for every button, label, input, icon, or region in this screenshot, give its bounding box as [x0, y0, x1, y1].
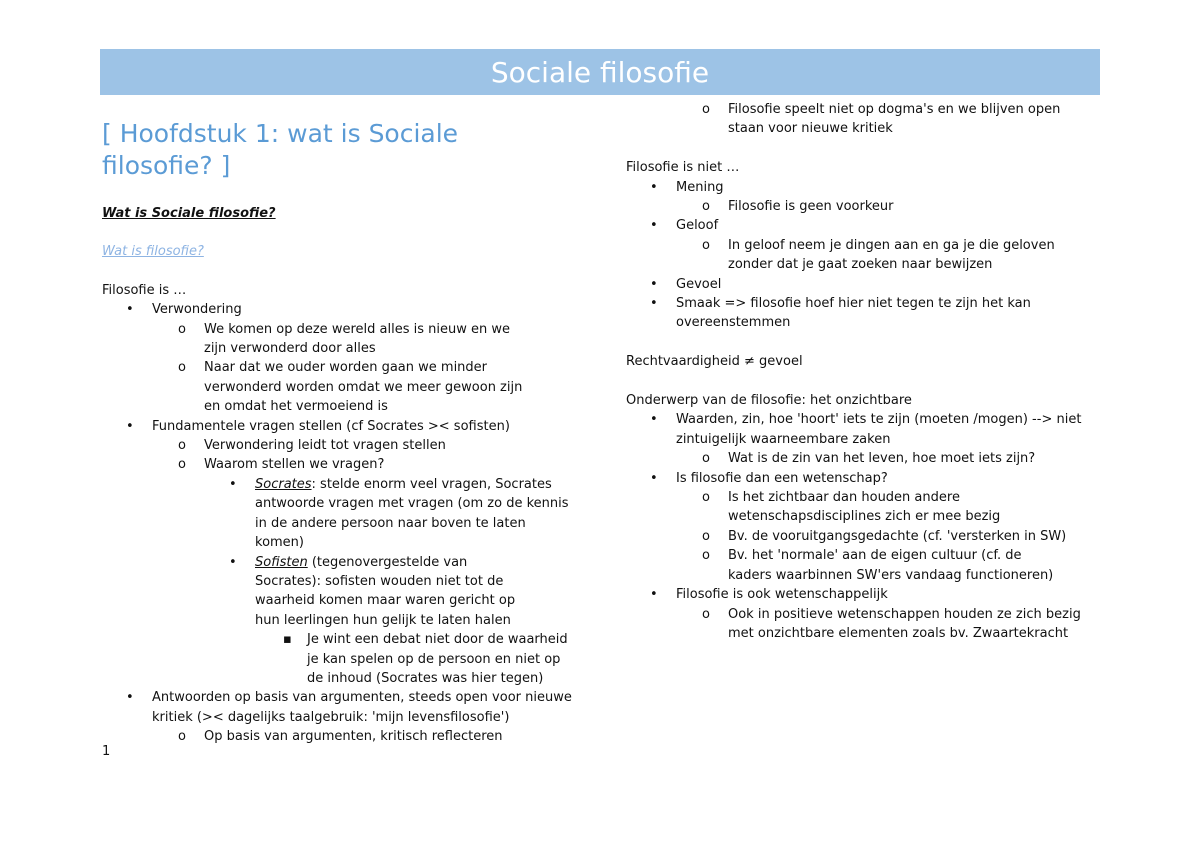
list-item-text: In geloof neem je dingen aan en ga je die geloven zonder dat je gaat zoeken naar bewijzen	[728, 237, 1055, 273]
list-item	[102, 455, 602, 474]
circle-marker: o	[702, 528, 710, 544]
list-item	[102, 358, 602, 416]
circle-marker: o	[178, 457, 186, 473]
list-item-text: Verwondering	[152, 302, 242, 318]
page-number: 1	[102, 744, 111, 759]
list-item-text: Filosofie speelt niet op dogma's en we blijven open staan voor nieuwe kritiek	[728, 102, 1061, 137]
list-item-text: Verwondering leidt tot vragen stellen	[204, 438, 446, 454]
list-item	[626, 527, 1126, 546]
list-item	[626, 275, 1126, 294]
list-item-text	[255, 553, 525, 631]
list-item-text	[255, 475, 575, 553]
bullet-marker: •	[126, 302, 134, 318]
bullet-marker: •	[650, 296, 658, 312]
circle-marker: o	[178, 729, 186, 745]
list-item-text: Gevoel	[676, 276, 722, 292]
list-item	[626, 236, 1126, 275]
bullet-marker: •	[650, 412, 658, 428]
list-item	[626, 197, 1126, 216]
bullet-marker: •	[126, 690, 134, 706]
list-item-text: Filosofie is ook wetenschappelijk	[676, 587, 888, 603]
list-item-text: Filosofie is geen voorkeur	[728, 199, 894, 215]
list-item-text: Mening	[676, 179, 724, 195]
bullet-marker: •	[126, 418, 134, 434]
list-item-text: Je wint een debat niet door de waarheid je kan spelen op de persoon en niet op de inhoud (Socrates was hier tegen)	[307, 632, 568, 686]
intro-line: Filosofie is …	[102, 282, 187, 298]
circle-marker: o	[178, 321, 186, 337]
list-item	[626, 100, 1126, 139]
paragraph: Onderwerp van de filosofie: het onzichtbare	[626, 393, 912, 409]
list-item	[102, 630, 602, 688]
bullet-marker: •	[650, 218, 658, 234]
list-item	[626, 449, 1126, 468]
list-item	[102, 553, 602, 631]
list-item	[626, 178, 1126, 197]
list-item	[626, 488, 1126, 527]
circle-marker: o	[702, 102, 710, 117]
term-description: : stelde enorm veel vragen, Socrates antwoorde vragen met vragen (om zo de kennis in de andere persoon naar boven te laten komen)	[255, 476, 569, 551]
paragraph: Rechtvaardigheid ≠ gevoel	[626, 354, 803, 370]
circle-marker: o	[702, 199, 710, 215]
circle-marker: o	[702, 490, 710, 506]
list-item	[626, 605, 1126, 644]
bullet-marker: •	[650, 470, 658, 486]
circle-marker: o	[702, 451, 710, 467]
list-item-text: Waarom stellen we vragen?	[204, 457, 385, 473]
list-item	[626, 216, 1126, 235]
circle-marker: o	[702, 237, 710, 253]
list-item-text: Wat is de zin van het leven, hoe moet iets zijn?	[728, 451, 1036, 467]
list-item	[102, 320, 602, 359]
bullet-marker: •	[650, 276, 658, 292]
subsection-heading: Wat is filosofie?	[102, 244, 204, 260]
section-heading: Wat is Sociale filosofie?	[102, 206, 276, 221]
list-item	[626, 546, 1126, 585]
paragraph: Filosofie is niet …	[626, 160, 740, 176]
list-item	[102, 436, 602, 455]
term-sofisten: Sofisten	[255, 554, 308, 570]
list-item-text: Op basis van argumenten, kritisch reflecteren	[204, 729, 503, 745]
term-socrates: Socrates	[255, 476, 312, 492]
list-item-text: Fundamentele vragen stellen (cf Socrates >< sofisten)	[152, 418, 510, 434]
list-item-text: Naar dat we ouder worden gaan we minder verwonderd worden omdat we meer gewoon zijn en omdat het vermoeiend is	[204, 360, 523, 415]
bullet-marker: •	[650, 179, 658, 195]
list-item-text: Bv. het 'normale' aan de eigen cultuur (cf. de kaders waarbinnen SW'ers vandaag functioneren)	[728, 548, 1054, 583]
list-item-text: Geloof	[676, 218, 719, 234]
bullet-marker: •	[229, 554, 237, 570]
list-item-text: We komen op deze wereld alles is nieuw en we zijn verwonderd door alles	[204, 321, 510, 357]
list-item	[626, 410, 1126, 449]
list-item-text: Waarden, zin, hoe 'hoort' iets te zijn (moeten /mogen) --> niet zintuigelijk waarneembare zaken	[676, 412, 1082, 447]
bullet-marker: •	[650, 587, 658, 603]
bullet-marker: •	[229, 476, 237, 492]
list-item	[102, 475, 602, 553]
list-item	[626, 294, 1126, 333]
circle-marker: o	[702, 548, 710, 564]
document-title-banner: Sociale filosofie	[100, 49, 1100, 95]
list-item-text: Smaak => filosofie hoef hier niet tegen te zijn het kan overeenstemmen	[676, 296, 1031, 331]
square-marker: ▪	[283, 632, 292, 648]
list-item-text: Is filosofie dan een wetenschap?	[676, 470, 888, 486]
list-item-text: Bv. de vooruitgangsgedachte (cf. 'versterken in SW)	[728, 528, 1067, 544]
left-column	[102, 118, 602, 747]
list-item-text: Is het zichtbaar dan houden andere wetenschapsdisciplines zich er mee bezig	[728, 490, 1001, 525]
circle-marker: o	[178, 360, 186, 376]
list-item	[102, 727, 602, 746]
circle-marker: o	[178, 438, 186, 454]
circle-marker: o	[702, 606, 710, 622]
list-item-text: Ook in positieve wetenschappen houden ze zich bezig met onzichtbare elementen zoals bv. Zwaartekracht	[728, 606, 1081, 641]
list-item	[102, 417, 602, 436]
list-item	[102, 300, 602, 319]
list-item	[102, 688, 602, 727]
chapter-heading: [ Hoofdstuk 1: wat is Sociale filosofie? ]	[102, 119, 459, 180]
right-column	[626, 100, 1126, 643]
list-item	[626, 469, 1126, 488]
list-item	[626, 585, 1126, 604]
list-item-text: Antwoorden op basis van argumenten, steeds open voor nieuwe kritiek (>< dagelijks taalgebruik: 'mijn levensfilosofie')	[152, 690, 572, 725]
term-description: (tegenovergestelde van Socrates): sofisten wouden niet tot de waarheid komen maar waren gericht op hun leerlingen hun gelijk te laten halen	[255, 554, 516, 628]
